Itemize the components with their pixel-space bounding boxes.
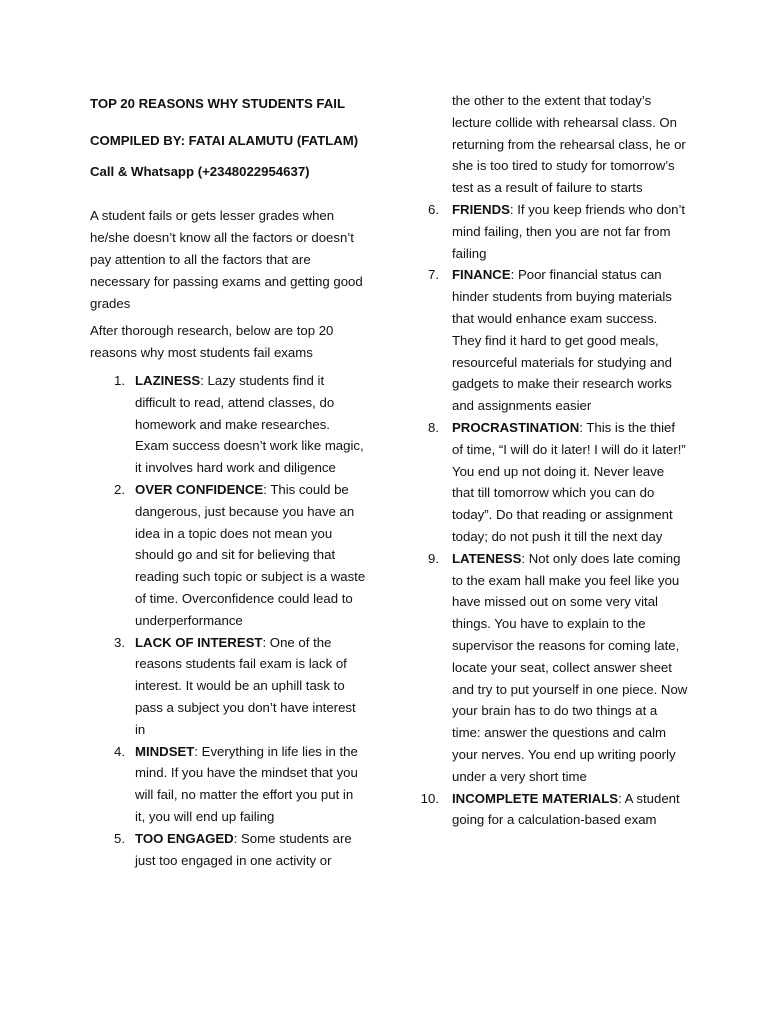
item-number: 3. — [114, 634, 125, 650]
item-number: 4. — [114, 743, 125, 759]
item-term: FINANCE — [452, 267, 511, 283]
item-number: 8. — [428, 419, 439, 435]
item-term: OVER CONFIDENCE — [135, 481, 264, 497]
item-term: FRIENDS — [452, 201, 510, 217]
item-number: 9. — [428, 550, 439, 566]
list-item — [426, 264, 688, 417]
list-item — [426, 199, 688, 264]
item-number: 2. — [114, 481, 125, 497]
item-term: TOO ENGAGED — [135, 830, 234, 846]
contact-line: Call & Whatsapp (+2348022954637) — [90, 163, 310, 179]
item-number: 6. — [428, 201, 439, 217]
list-item — [420, 788, 688, 832]
continued-text: the other to the extent that today’s lecture collide with rehearsal class. On returning from the rehearsal class, he or she is too tired to study for tomorrow’s test as a result of failure to starts — [452, 93, 686, 196]
item-text: : Not only does late coming to the exam hall make you feel like you have missed out on some very vital things. You have to explain to the supervisor the reasons for coming late, locate your seat, collect answer sheet and try to put yourself in one piece. Now your brain has to do two things at a time: answer the questions and calm your nerves. You end up writing poorly under a very short time — [452, 550, 688, 784]
left-column — [90, 90, 366, 871]
document-title: TOP 20 REASONS WHY STUDENTS FAIL — [90, 96, 346, 111]
item-number: 10. — [420, 790, 439, 806]
item-text: : This is the thief of time, “I will do it later! I will do it later!” You end up not doing it. Never leave that till tomorrow which you can do today”. Do that reading or assignment today; do not push it till the next day — [452, 419, 686, 544]
item-number: 5. — [114, 830, 125, 846]
item-term: MINDSET — [135, 743, 195, 759]
item-term: LATENESS — [452, 550, 522, 566]
item-text: : Lazy students find it difficult to read, attend classes, do homework and make researches. Exam success doesn’t work like magic, it involves hard work and diligence — [135, 372, 364, 476]
item-text: : If you keep friends who don’t mind failing, then you are not far from failing — [452, 201, 686, 261]
compiled-by: COMPILED BY: FATAI ALAMUTU (FATLAM) — [90, 132, 359, 148]
item-text: : One of the reasons students fail exam is lack of interest. It would be an uphill task to pass a subject you don’t have interest in — [135, 634, 356, 737]
item-number: 1. — [114, 372, 125, 388]
intro-paragraph: A student fails or gets lesser grades when he/she doesn’t know all the factors or doesn’t pay attention to all the factors that are necessary for passing exams and getting good grades — [90, 208, 363, 311]
list-item — [426, 548, 688, 788]
list-item — [90, 632, 366, 741]
item-number: 7. — [428, 267, 439, 283]
item-term: LAZINESS — [135, 372, 201, 388]
reasons-list-right — [420, 199, 688, 831]
list-item — [90, 828, 366, 872]
list-item — [426, 417, 688, 548]
item-text: : Everything in life lies in the mind. If you have the mindset that you will fail, no matter the effort you put in it, you will end up failing — [135, 743, 358, 824]
lead-in-paragraph: After thorough research, below are top 20 reasons why most students fail exams — [90, 323, 334, 361]
reasons-list-left — [90, 370, 366, 871]
list-item — [90, 479, 366, 632]
right-column — [420, 90, 688, 831]
item-term: INCOMPLETE MATERIALS — [452, 790, 619, 806]
item-text: : Some students are just too engaged in one activity or — [135, 830, 352, 868]
item-text: : A student going for a calculation-based exam — [452, 790, 680, 828]
item-text: : This could be dangerous, just because you have an idea in a topic does not mean you should go and sit for believing that reading such topic or subject is a waste of time. Overconfidence could lead to underperformance — [135, 481, 366, 628]
list-item — [90, 370, 366, 479]
list-item — [90, 741, 366, 828]
item-text: : Poor financial status can hinder students from buying materials that would enhance exam success. They find it hard to get good meals, resourceful materials for studying and gadgets to make their research works and assignments easier — [452, 267, 672, 414]
item-term: LACK OF INTEREST — [135, 634, 263, 650]
item-term: PROCRASTINATION — [452, 419, 580, 435]
